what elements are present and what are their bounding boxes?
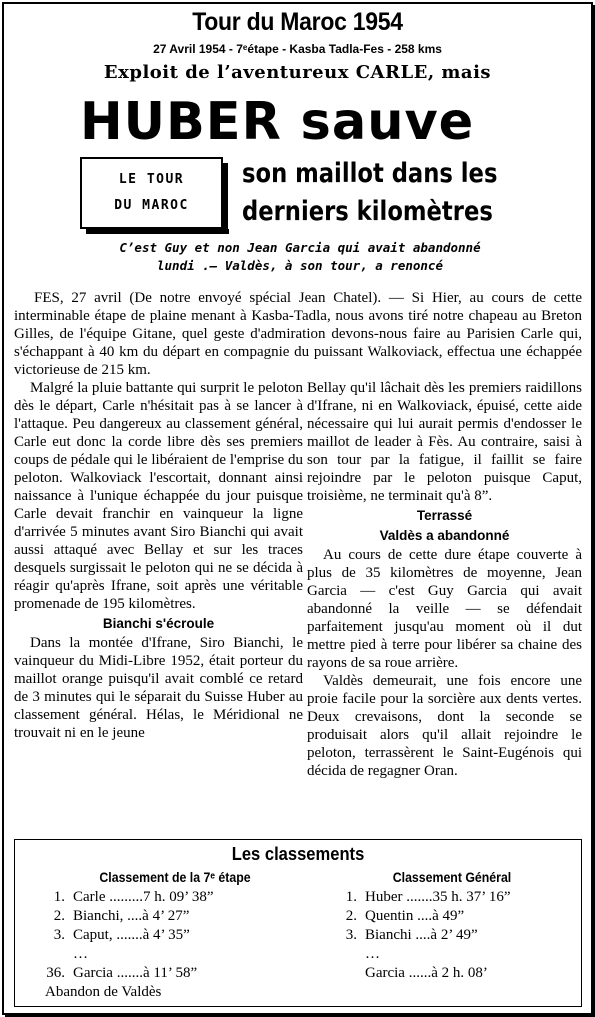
ranking-row xyxy=(327,888,577,907)
article-paragraph: Dans la montée d'Ifrane, Siro Bianchi, le vainqueur du Midi-Libre 1952, était porteur du maillot orange puisqu'il avait comblé ce retard de 3 minutes qui le séparait du Suisse Huber au classement général. Hélas, le Méridional ne trouvait ni en le jeune xyxy=(14,635,303,741)
page-title: Tour du Maroc 1954 xyxy=(192,8,403,36)
ranking-entry: Bianchi, ....à 4’ 27” xyxy=(73,908,190,924)
ranking-row xyxy=(35,907,315,926)
ranking-row xyxy=(35,888,315,907)
ranking-row xyxy=(327,964,577,983)
subheading: Valdès a abandonné xyxy=(379,528,510,543)
ranking-row xyxy=(35,964,315,983)
article-paragraph: Au cours de cette dure étape couverte à plus de 35 kilomètres de moyenne, Jean Garcia — c'est Guy Garcia qui avait abandonné la veille — se défendait parfaitement jusqu'au moment où il dut mettre pied à terre pour libérer sa chaine des rayons de sa roue arrière. xyxy=(307,547,582,671)
general-standings xyxy=(327,868,577,983)
ranking-ellipsis: … xyxy=(365,946,380,962)
article-paragraph: Valdès demeurait, une fois encore une proie facile pour la sorcière aux dents vertes. Deux crevaisons, dont la seconde se produisait alors qu'il allait rejoindre le peloton, terrassèrent le Saint-Eugénois qui décida de regagner Oran. xyxy=(307,673,582,779)
deck-line-2: derniers kilomètres xyxy=(242,196,493,227)
ranking-entry: Caput, .......à 4’ 35” xyxy=(73,927,190,943)
tour-logo xyxy=(80,157,223,229)
ranking-entry: Quentin ....à 49” xyxy=(365,908,465,924)
article-paragraph: Malgré la pluie battante qui surprit le peloton dès le départ, Carle n'hésitait pas à se lancer à l'attaque. Peu dangereux au classement général, Carle eut donc la corde libre dès ses premiers coups de pédale qui le libéraient de l'emprise du peloton. Walkoviack l'escortait, donnant ainsi naissance à l'unique échappée du jour puisque Carle devait franchir en vainqueur la ligne d'arrivée 5 minutes avant Siro Bianchi qui avait aussi attaqué avec Bellay et sur les traces desquels surgissait le peloton qui ne se décida à réagir qu'après Ifrane, soit après une véritable promenade de 195 kilomètres. xyxy=(14,380,303,612)
subheading: Terrassé xyxy=(416,508,473,523)
ranking-position: 1. xyxy=(345,889,357,905)
article-lead: FES, 27 avril (De notre envoyé spécial Jean Chatel). — Si Hier, au cours de cette interminable étape de plaine menant à Kasba-Tadla, nous avons tiré notre chapeau au Breton Gilles, de l'équipe Gitane, quel geste d'admiration devons-nous faire au Parisien Carle qui, s'échappant à 40 km du départ en compagnie du puissant Walkoviack, effectua une échappée victorieuse de 215 km. xyxy=(14,290,582,378)
ranking-position: 2. xyxy=(345,908,357,924)
ranking-entry: Garcia ......à 2 h. 08’ xyxy=(365,965,488,981)
stage-standings xyxy=(35,868,315,1002)
ranking-row xyxy=(327,907,577,926)
standings-title: Les classements xyxy=(231,844,365,864)
ranking-entry: Carle .........7 h. 09’ 38” xyxy=(73,889,214,905)
article-column-left xyxy=(14,379,303,742)
general-standings-heading: Classement Général xyxy=(392,869,512,885)
strapline xyxy=(40,239,560,275)
ranking-position: 3. xyxy=(53,927,65,943)
ranking-row xyxy=(35,945,315,964)
ranking-position: 2. xyxy=(53,908,65,924)
ranking-entry: Bianchi ....à 2’ 49” xyxy=(365,927,478,943)
headline-deck xyxy=(242,155,497,231)
standings-box xyxy=(14,839,582,1007)
withdrawal-note: Abandon de Valdès xyxy=(45,984,162,1000)
article-column-right xyxy=(307,379,582,780)
stage-subtitle: 27 Avril 1954 - 7ᵉétape - Kasba Tadla-Fes - 258 kms xyxy=(153,42,442,56)
stage-standings-heading: Classement de la 7ᵉ étape xyxy=(99,869,251,885)
ranking-position: 1. xyxy=(53,889,65,905)
ranking-row xyxy=(327,945,577,964)
ranking-position: 3. xyxy=(345,927,357,943)
ranking-ellipsis: … xyxy=(73,946,88,962)
article-paragraph: Bellay qu'il lâchait dès les premiers raidillons d'Ifrane, ni en Walkoviack, épuisé, cette aide nécessaire qui lui aurait permis d'endosser le maillot de leader à Fès. Au contraire, saisi à son tour par la fatigue, il faillit se faire rejoindre par le peloton puisque Caput, troisième, ne terminait qu'à 8”. xyxy=(307,380,582,504)
strap-line-1: C’est Guy et non Jean Garcia qui avait abandonné xyxy=(119,240,481,255)
headline-kicker: Exploit de l’aventureux CARLE, mais xyxy=(103,62,492,83)
subheading: Bianchi s'écroule xyxy=(102,616,215,631)
ranking-position xyxy=(35,945,73,964)
deck-line-1: son maillot dans les xyxy=(242,158,498,189)
logo-line-1: LE TOUR xyxy=(118,172,185,187)
main-headline: HUBER sauve xyxy=(80,92,475,152)
ranking-row xyxy=(327,926,577,945)
ranking-position xyxy=(327,945,365,964)
strap-line-2: lundi .— Valdès, à son tour, a renoncé xyxy=(157,258,443,273)
ranking-entry: Garcia .......à 11’ 58” xyxy=(73,965,198,981)
ranking-position: 36. xyxy=(46,965,65,981)
ranking-row xyxy=(35,926,315,945)
ranking-entry: Huber .......35 h. 37’ 16” xyxy=(365,889,511,905)
logo-line-2: DU MAROC xyxy=(114,198,189,213)
ranking-position xyxy=(327,964,365,983)
